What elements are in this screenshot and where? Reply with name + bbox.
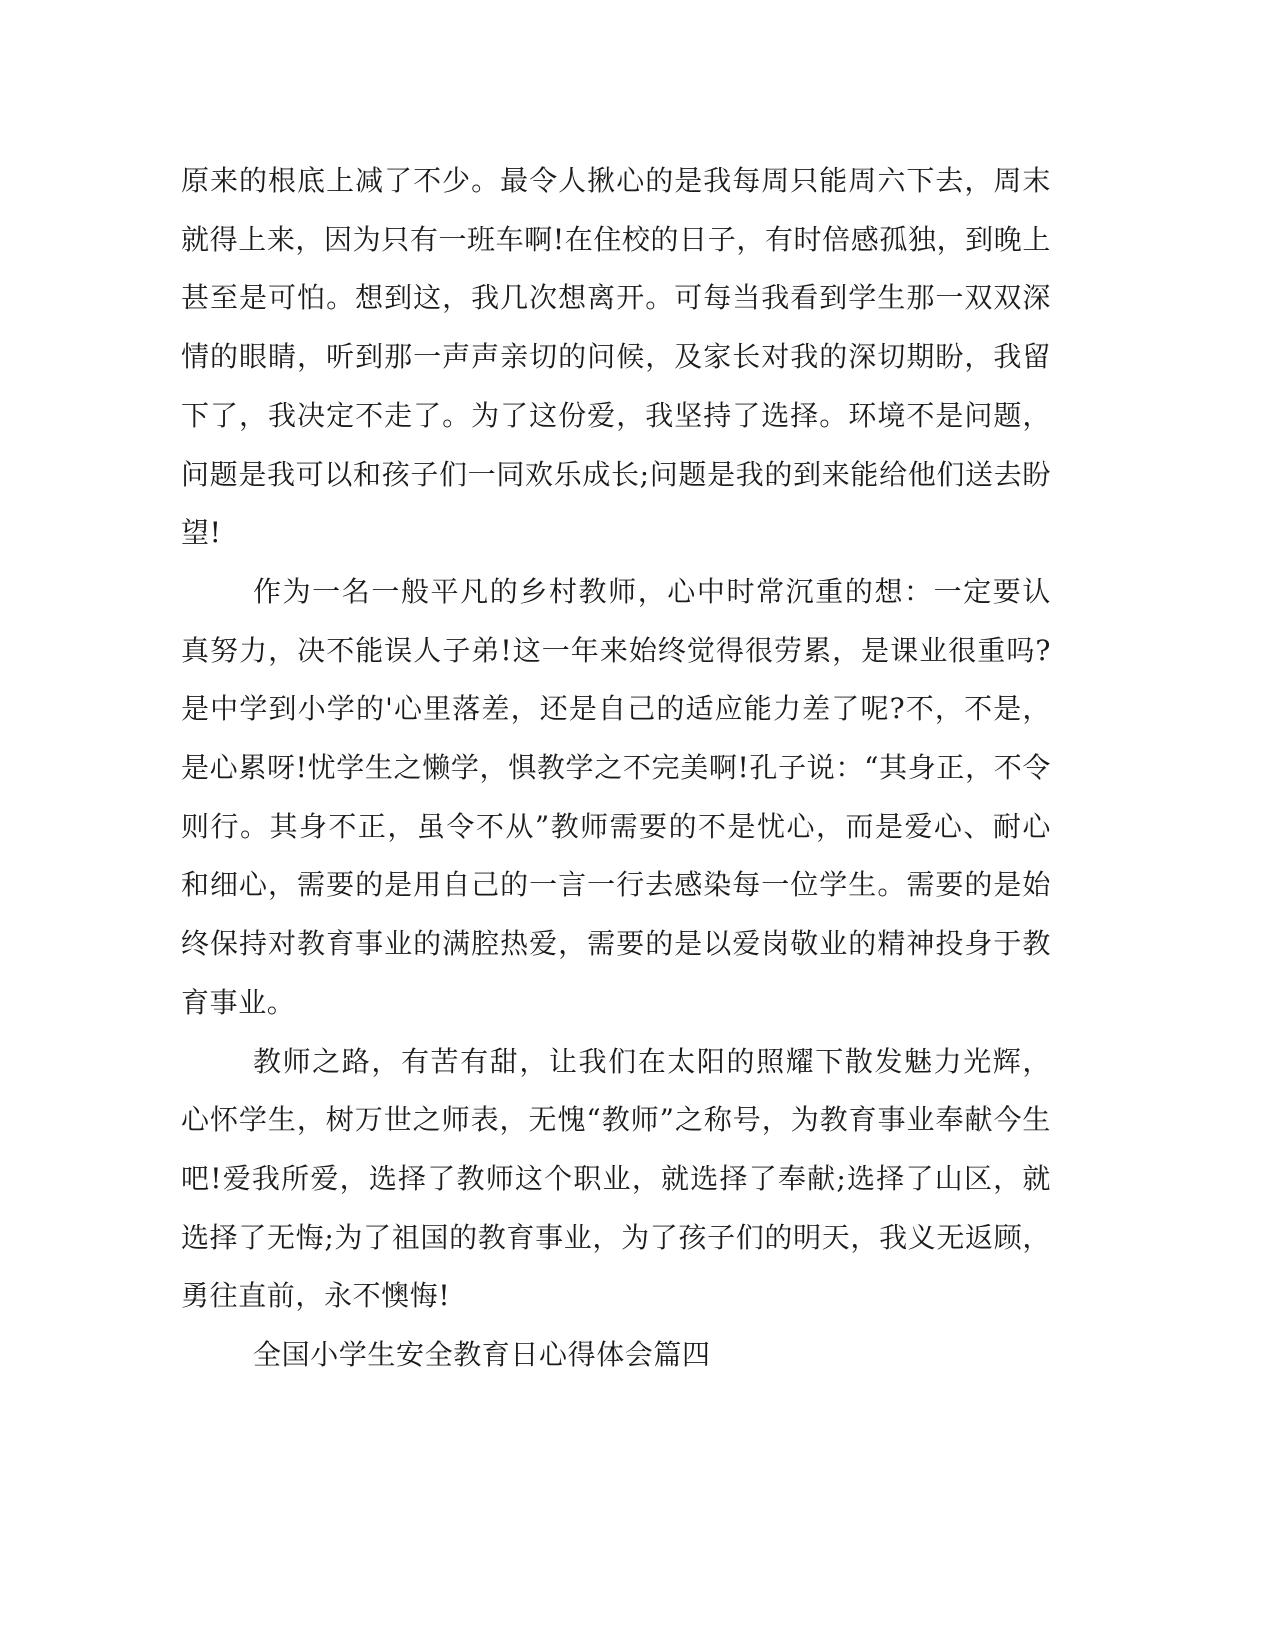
paragraph-continuation: 原来的根底上减了不少。最令人揪心的是我每周只能周六下去，周末就得上来，因为只有一班车啊!在住校的日子，有时倍感孤独，到晚上甚至是可怕。想到这，我几次想离开。可每当我看到学生那一双双深情的眼睛，听到那一声声亲切的问候，及家长对我的深切期盼，我留下了，我决定不走了。为了这份爱，我坚持了选择。环境不是问题，问题是我可以和孩子们一同欢乐成长;问题是我的到来能给他们送去盼望!	[181, 164, 1051, 550]
paragraph-teacher-path: 教师之路，有苦有甜，让我们在太阳的照耀下散发魅力光辉，心怀学生，树万世之师表，无愧“教师”之称号，为教育事业奉献今生吧!爱我所爱，选择了教师这个职业，就选择了奉献;选择了山区，就选择了无悔;为了祖国的教育事业，为了孩子们的明天，我义无返顾，勇往直前，永不懊悔!	[181, 1044, 1051, 1313]
section-heading: 全国小学生安全教育日心得体会篇四	[253, 1338, 711, 1372]
document-body	[181, 152, 1051, 1385]
paragraph-rural-teacher: 作为一名一般平凡的乡村教师，心中时常沉重的想：一定要认真努力，决不能误人子弟!这一年来始终觉得很劳累，是课业很重吗?是中学到小学的'心里落差，还是自己的适应能力差了呢?不，不是，是心累呀!忧学生之懒学，惧教学之不完美啊!孔子说：“其身正，不令则行。其身不正，虽令不从”教师需要的不是忧心，而是爱心、耐心和细心，需要的是用自己的一言一行去感染每一位学生。需要的是始终保持对教育事业的满腔热爱，需要的是以爱岗敬业的精神投身于教育事业。	[181, 574, 1051, 1019]
